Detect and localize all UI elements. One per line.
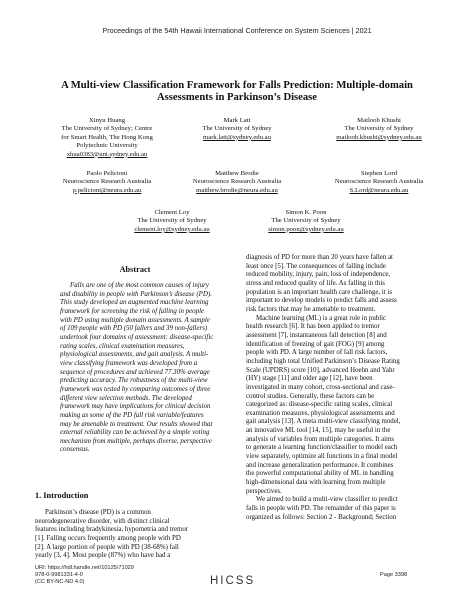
author-affiliation: The University of Sydney <box>344 125 414 133</box>
text-line: investigated in many cohort, cross-sectional and case- <box>246 383 395 391</box>
text-line: We aimed to build a multi-view classifier to predict <box>256 496 398 504</box>
text-line: Parkinson’s disease (PD) is a common <box>45 509 151 516</box>
text-line: neurodegenerative disorder, with distinct clinical <box>35 517 170 525</box>
text-line: falls in people with PD. The remainder of this paper is <box>246 505 396 513</box>
author-affiliation: for Smart Health, The Hong Kong <box>61 133 153 141</box>
text-line: population is an important health care challenge, it is <box>246 288 392 296</box>
text-line: an innovative ML tool [14, 15], may be useful in the <box>246 427 391 435</box>
author-block <box>231 209 381 234</box>
page-number: Page 3398 <box>380 572 408 578</box>
title-line-1: A Multi-view Classification Framework for Falls Prediction: Multiple-domain <box>61 80 413 91</box>
author-name: Xinyu Huang <box>88 117 126 124</box>
text-line: control studies. Generally, these factors can be <box>246 392 375 400</box>
author-affiliation: The University of Sydney; Centre <box>61 125 153 133</box>
text-line: identification of freezing of gait (FOG) [9] among <box>246 340 385 348</box>
author-name: Simon K. Poon <box>285 209 327 216</box>
text-line: [2]. A large portion of people with PD (38-68%) fall <box>35 543 179 551</box>
text-line: Scale (UPDRS) score [10], advanced Hoehn and Yahr <box>246 366 395 374</box>
author-block <box>162 170 312 195</box>
text-line: [1]. Falling occurs frequently among people with PD <box>35 534 181 542</box>
abstract-line: framework for screening the risk of falling in people <box>60 307 205 315</box>
author-block <box>97 209 247 234</box>
abstract-line: physiological assessments, and gait analysis. A multi- <box>60 351 209 359</box>
author-name: Matloob Khushi <box>357 117 401 124</box>
footer-license: (CC BY-NC-ND 4.0) <box>35 579 85 586</box>
text-line: Machine learning (ML) is a great role in public <box>256 314 387 322</box>
author-affiliation: Neuroscience Research Australia <box>192 178 282 186</box>
abstract-line: mechanism from multiple, perhaps diverse, perspective <box>60 437 212 445</box>
abstract-line: different view selection methods. The developed <box>60 394 192 402</box>
text-line: features including bradykinesia, hypometria and tremor <box>35 526 189 534</box>
author-name: Paolo Pelicioni <box>86 170 128 177</box>
abstract-line: external reliability can be achieved by a simple voting <box>60 429 210 437</box>
abstract-line: undertook four domains of assessment: disease-specific <box>60 333 214 341</box>
title-line-2: Assessments in Parkinson’s Disease <box>157 92 317 103</box>
text-line: high-dimensional data with learning from multiple <box>246 479 386 487</box>
author-email[interactable]: mark.latt@sydney.edu.au <box>203 133 271 141</box>
author-block <box>32 170 182 195</box>
abstract-heading: Abstract <box>119 265 151 274</box>
abstract-line: predicting accuracy. The robustness of the multi-view <box>60 377 208 385</box>
author-affiliation: The University of Sydney <box>137 217 207 225</box>
abstract-line: consensus. <box>60 446 90 454</box>
text-line: reduced mobility, injury, pain, loss of independence, <box>246 271 391 279</box>
author-email[interactable]: S.Lord@neura.edu.au <box>349 186 409 194</box>
author-email[interactable]: matthew.brodie@neura.edu.au <box>196 186 278 194</box>
author-email[interactable]: xhua0383@uni.sydney.edu.au <box>66 150 148 158</box>
author-email[interactable]: simon.poon@sydney.edu.au <box>268 225 344 233</box>
author-block <box>304 170 454 195</box>
abstract-line: and disability in people with Parkinson’s disease (PD). <box>60 290 212 298</box>
text-line: examination measures, physiological assessments and <box>246 409 395 417</box>
text-line: people with PD. A large number of fall risk factors, <box>246 349 388 357</box>
text-line: health research [6]. It has been applied to tremor <box>246 323 380 331</box>
text-line: yearly [3, 4]. Most people (87%) who have had a <box>35 552 171 560</box>
text-line: assessment [7], instantaneous fall detection [8] and <box>246 331 387 339</box>
author-email[interactable]: clement.loy@sydney.edu.au <box>134 225 210 233</box>
text-line: view separately, optimize all functions in a final model <box>246 453 398 461</box>
author-affiliation: Polytechnic University <box>76 142 138 150</box>
abstract-line: view classifying framework was developed from a <box>60 359 198 367</box>
text-line: categorized as: disease-specific rating scales, clinical <box>246 401 393 409</box>
right-column-text <box>246 254 446 522</box>
author-name: Clement Loy <box>154 209 190 216</box>
abstract-line: Falls are one of the most common causes of injury <box>70 282 209 289</box>
author-block <box>162 117 312 142</box>
abstract-line: of 109 people with PD (50 fallers and 39 non-fallers) <box>60 325 208 333</box>
footer-isbn: 978-0-9981331-4-0 <box>35 572 83 579</box>
text-line: analysis of variables from multiple categories. It aims <box>246 435 395 443</box>
text-line: stress and reduced quality of life. As falling in this <box>246 279 385 287</box>
text-line: risk factors that may be amenable to treatment. <box>246 305 376 313</box>
abstract-line: sequence of procedures and achieved 77.30% average <box>60 368 210 376</box>
abstract-line: with PD using multiple domain assessments. A sample <box>60 316 210 324</box>
author-block <box>32 117 182 159</box>
abstract-line: making as some of the PD fall risk variable/features <box>60 411 204 419</box>
hicss-logo: HICSS <box>210 575 256 587</box>
text-line: gait analysis [13]. A meta multi-view classifying model, <box>246 418 401 426</box>
proceedings-header: Proceedings of the 54th Hawaii International Conference on System Sciences | 2021 <box>102 26 372 35</box>
paper-title <box>40 80 434 104</box>
footer-uri[interactable]: URI: https://hdl.handle.net/10125/71029 <box>35 565 134 571</box>
author-affiliation: The University of Sydney <box>202 125 272 133</box>
section-heading: 1. Introduction <box>35 491 89 500</box>
text-line: and increase generalization performance. It combines <box>246 461 394 469</box>
footer-info <box>35 565 134 587</box>
text-line: important to develop models to predict falls and assess <box>246 297 397 305</box>
text-line: including high total Unified Parkinson’s Disease Rating <box>246 357 400 365</box>
text-line: to generate a learning function/classifier to model each <box>246 444 398 452</box>
text-line: the powerful computational ability of ML in handling <box>246 470 394 478</box>
author-email[interactable]: matloob.khushi@sydney.edu.au <box>336 133 422 141</box>
abstract-line: This study developed an augmented machine learning <box>60 299 209 307</box>
author-block <box>304 117 454 142</box>
author-name: Matthew Brodie <box>215 170 259 177</box>
text-line: (HY) stage [11] and older age [12], have been <box>246 375 373 383</box>
text-line: organized as follows: Section 2 - Background; Section <box>246 513 397 521</box>
intro-body <box>35 509 235 561</box>
abstract-line: framework was tested by comparing outcomes of three <box>60 385 211 393</box>
text-line: least once [5]. The consequences of falling include <box>246 262 386 270</box>
author-affiliation: Neuroscience Research Australia <box>334 178 424 186</box>
text-line: perspectives. <box>246 487 282 495</box>
abstract-line: may be amenable to treatment. Our results showed that <box>60 420 213 428</box>
author-affiliation: Neuroscience Research Australia <box>62 178 152 186</box>
text-line: diagnosis of PD for more than 20 years have fallen at <box>246 254 393 261</box>
abstract-body <box>60 282 237 455</box>
author-email[interactable]: p.pelicioni@neura.edu.au <box>72 186 142 194</box>
author-name: Stephen Lord <box>360 170 398 177</box>
abstract-line: framework may have implications for clinical decision <box>60 403 211 411</box>
author-name: Mark Latt <box>223 117 251 124</box>
author-affiliation: The University of Sydney <box>271 217 341 225</box>
abstract-line: rating scales, clinical examination measures, <box>60 342 185 350</box>
